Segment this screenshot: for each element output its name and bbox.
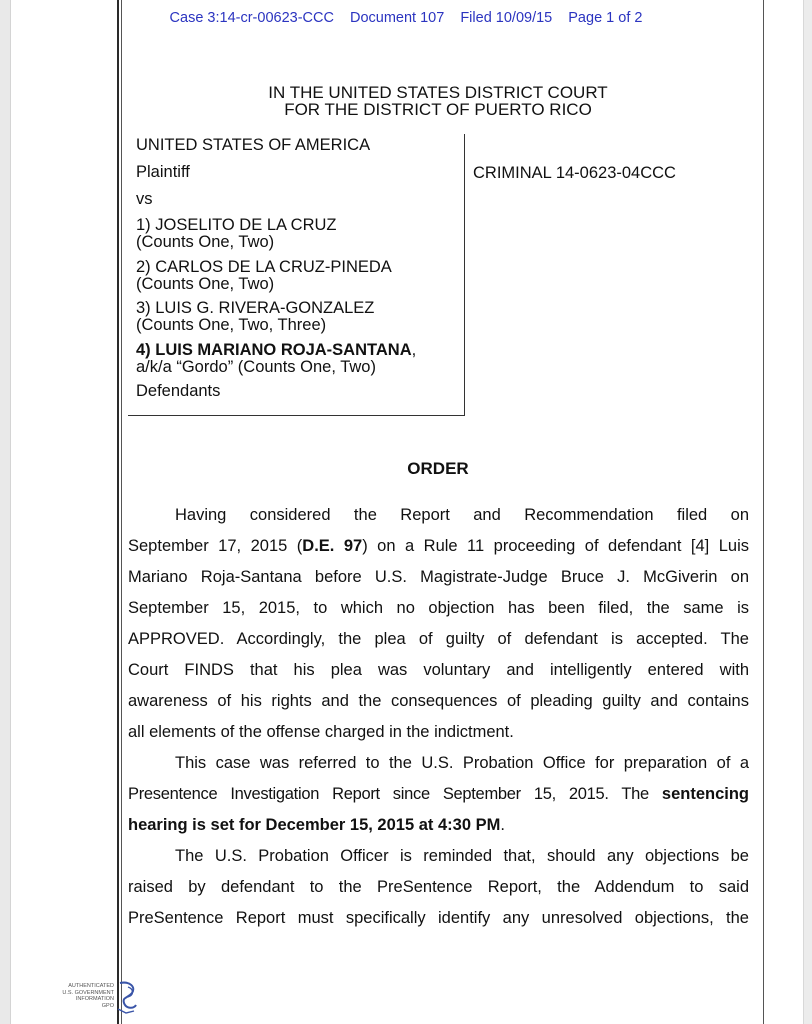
defendant-4-counts: a/k/a “Gordo” (Counts One, Two) <box>136 358 376 376</box>
plaintiff-name: UNITED STATES OF AMERICA <box>136 136 371 154</box>
page-left-edge <box>0 0 11 1024</box>
ecf-filing-header <box>0 10 812 26</box>
eagle-seal-icon <box>114 979 142 1015</box>
page-right-edge <box>803 0 812 1024</box>
order-paragraph-3 <box>128 841 749 934</box>
p1-line-2-a: September 17, 2015 ( <box>128 537 303 555</box>
defendant-2-name: 2) CARLOS DE LA CRUZ-PINEDA <box>136 258 392 276</box>
p2-line-1: This case was referred to the U.S. Probation Office for preparation of a <box>175 754 749 772</box>
defendant-4-name-suffix: , <box>411 341 417 359</box>
gpo-authentication-seal <box>52 979 142 1019</box>
right-margin-rule <box>763 0 764 1024</box>
gpo-text-line-1: AUTHENTICATED <box>68 983 114 989</box>
defendant-3-name: 3) LUIS G. RIVERA-GONZALEZ <box>136 299 375 317</box>
court-heading-line2: FOR THE DISTRICT OF PUERTO RICO <box>284 100 592 119</box>
header-document: Document 107 <box>349 10 445 26</box>
defendant-1-counts: (Counts One, Two) <box>136 233 275 251</box>
header-page: Page 1 of 2 <box>568 10 643 26</box>
criminal-case-number: CRIMINAL 14-0623-04CCC <box>473 164 676 182</box>
defendant-1-name: 1) JOSELITO DE LA CRUZ <box>136 216 337 234</box>
p1-line-2 <box>128 531 749 562</box>
left-margin-rule <box>117 0 119 1024</box>
left-margin-rule-inner <box>121 0 122 1024</box>
p1-line-7: awareness of his rights and the consequences of pleading guilty and contains <box>128 692 749 710</box>
docket-entry-ref: D.E. 97 <box>302 537 363 555</box>
p1-line-3: Mariano Roja-Santana before U.S. Magistrate-Judge Bruce J. McGiverin on <box>128 568 749 586</box>
p3-line-3: PreSentence Report must specifically identify any unresolved objections, the <box>128 909 749 927</box>
defendant-4-name-row <box>136 342 416 359</box>
gpo-text-line-4: GPO <box>101 1002 114 1009</box>
sentencing-label: sentencing <box>661 785 749 803</box>
header-filed-date: Filed 10/09/15 <box>460 10 553 26</box>
plaintiff-label: Plaintiff <box>136 163 190 181</box>
order-paragraph-1 <box>128 500 749 748</box>
p2-line-2 <box>128 779 749 810</box>
defendant-4-name: 4) LUIS MARIANO ROJA-SANTANA <box>136 341 412 359</box>
caption-box-bottom-border <box>128 415 465 416</box>
defendants-label: Defendants <box>136 382 221 400</box>
court-heading <box>128 84 748 118</box>
p1-line-6: Court FINDS that his plea was voluntary and intelligently entered with <box>128 661 749 679</box>
gpo-text-line-2: U.S. GOVERNMENT <box>62 989 114 996</box>
gpo-text-line-3: INFORMATION <box>75 996 114 1002</box>
gpo-seal-text <box>52 983 114 1009</box>
versus: vs <box>136 190 153 208</box>
p3-line-1: The U.S. Probation Officer is reminded that, should any objections be <box>175 847 749 865</box>
p1-line-2-c: ) on a Rule 11 proceeding of defendant [4] Luis <box>362 537 749 555</box>
caption-box-right-border <box>464 134 465 416</box>
p1-line-1: Having considered the Report and Recommendation filed on <box>175 506 749 524</box>
order-title: ORDER <box>407 459 469 478</box>
header-case-number: Case 3:14-cr-00623-CCC <box>169 10 334 26</box>
p1-line-5: APPROVED. Accordingly, the plea of guilty of defendant is accepted. The <box>128 630 749 648</box>
p1-line-8: all elements of the offense charged in the indictment. <box>128 723 514 741</box>
defendant-2-counts: (Counts One, Two) <box>136 275 275 293</box>
hearing-date: hearing is set for December 15, 2015 at 4:30 PM <box>128 816 501 834</box>
p2-line-3-end: . <box>500 816 505 834</box>
p2-line-2-a: Presentence Investigation Report since September 15, 2015. The <box>128 785 662 803</box>
p2-line-3 <box>128 810 749 841</box>
order-paragraph-2 <box>128 748 749 841</box>
court-heading-line1: IN THE UNITED STATES DISTRICT COURT <box>268 83 608 102</box>
defendant-3-counts: (Counts One, Two, Three) <box>136 316 327 334</box>
p3-line-2: raised by defendant to the PreSentence Report, the Addendum to said <box>128 878 749 896</box>
p1-line-4: September 15, 2015, to which no objection has been filed, the same is <box>128 599 749 617</box>
